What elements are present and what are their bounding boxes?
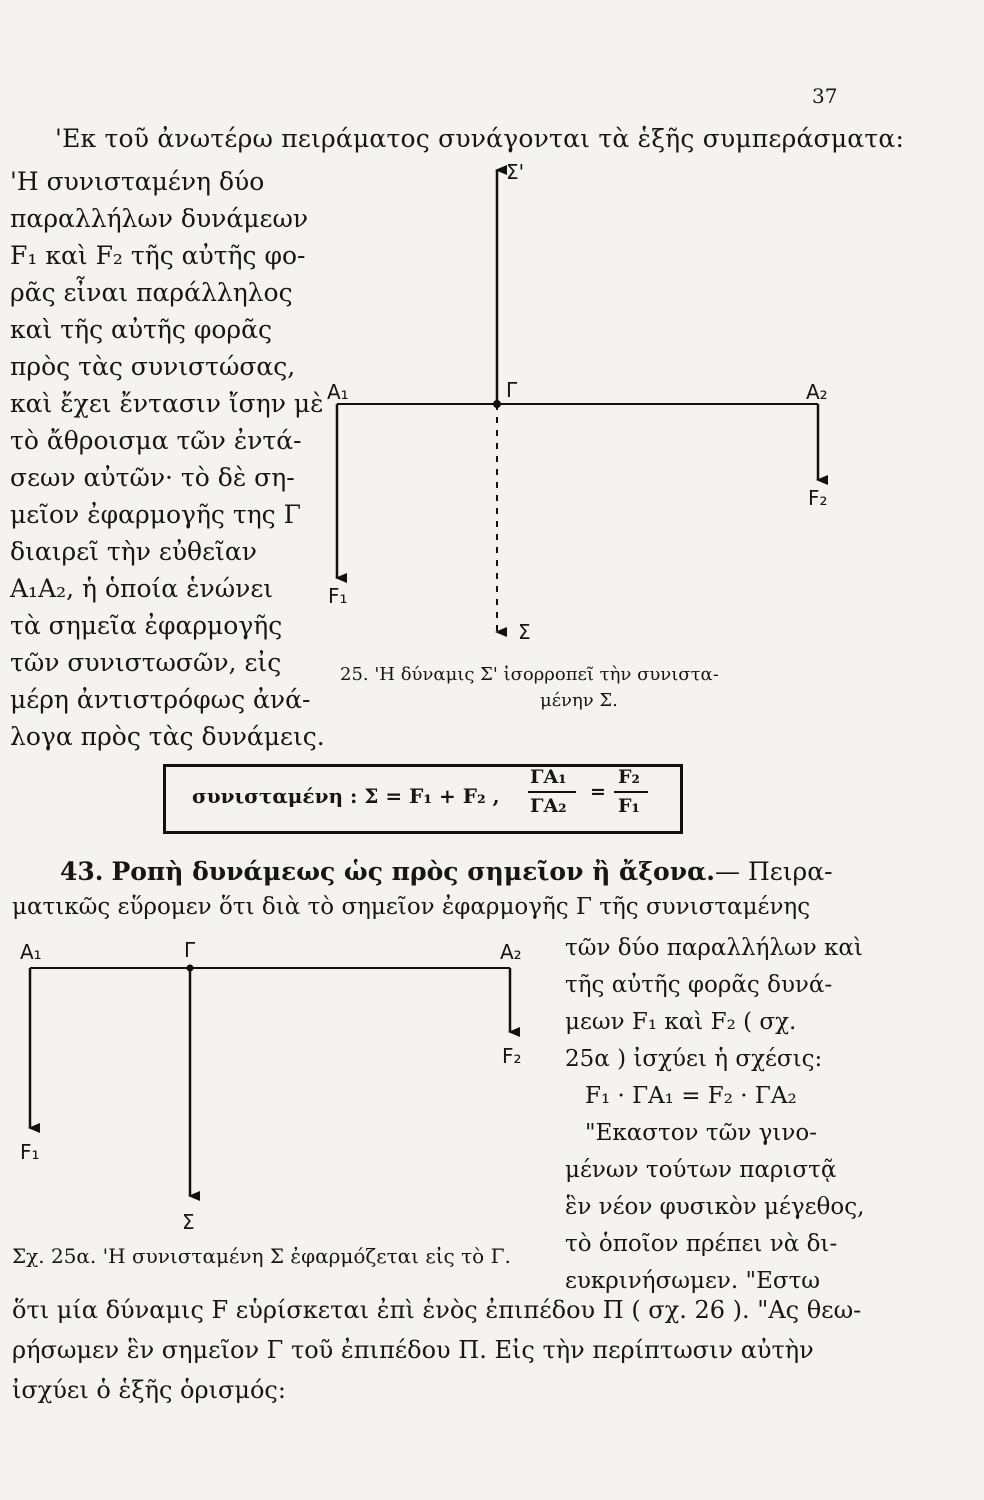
text-line: τῆς αὐτῆς φορᾶς δυνά- — [565, 972, 833, 998]
text-line: "Εκαστον τῶν γινο- — [585, 1120, 817, 1146]
label-sigma-prime: Σ' — [506, 160, 525, 184]
label-f1-25a: F₁ — [20, 1140, 40, 1164]
text-line: 25α ) ἰσχύει ἡ σχέσις: — [565, 1046, 823, 1072]
text-line: καὶ τῆς αὐτῆς φορᾶς — [10, 315, 272, 344]
text-line: μένων τούτων παριστᾷ — [565, 1157, 837, 1183]
bottom-paragraph — [12, 1290, 872, 1410]
label-sigma: Σ — [518, 620, 531, 644]
text-line: τὰ σημεῖα ἐφαρμογῆς — [10, 611, 283, 640]
fraction-1-numerator: ΓΑ₁ — [530, 766, 567, 788]
section-43-heading — [60, 857, 833, 886]
fraction-1-denominator: ΓΑ₂ — [530, 795, 567, 817]
section-43-line-1: ματικῶς εὕρομεν ὅτι διὰ τὸ σημεῖον ἐφαρμογῆς Γ τῆς συνισταμένης — [12, 894, 811, 920]
section-number: 43. — [60, 857, 104, 886]
fraction-2-numerator: F₂ — [618, 766, 640, 788]
text-line: τῶν συνιστωσῶν, εἰς — [10, 648, 282, 677]
text-line: λογα πρὸς τὰς δυνάμεις. — [10, 722, 325, 751]
text-line: A₁A₂, ἡ ὁποία ἑνώνει — [10, 574, 274, 603]
figure-25a-caption: Σχ. 25α. 'Η συνισταμένη Σ ἐφαρμόζεται εἰς τὸ Γ. — [12, 1244, 511, 1268]
label-a2: A₂ — [806, 380, 828, 404]
section-title: Ροπὴ δυνάμεως ὡς πρὸς σημεῖον ἢ ἄξονα. — [111, 857, 716, 886]
caption-line: μένην Σ. — [540, 690, 618, 711]
text-line: διαιρεῖ τὴν εὐθεῖαν — [10, 537, 257, 566]
label-f2: F₂ — [808, 486, 828, 510]
label-a1: A₁ — [327, 380, 349, 404]
text-line: ἰσχύει ὁ ἑξῆς ὁρισμός: — [12, 1376, 286, 1404]
text-line: τὸ ἄθροισμα τῶν ἐντά- — [10, 426, 302, 455]
text-line: μεῖον ἐφαρμογῆς της Γ — [10, 500, 301, 529]
formula-lead: συνισταμένη : Σ = F₁ + F₂ , — [192, 784, 500, 808]
text-line: μεων F₁ καὶ F₂ ( σχ. — [565, 1009, 797, 1035]
label-a1-25a: A₁ — [20, 940, 42, 964]
text-line: καὶ ἔχει ἔντασιν ἴσην μὲ — [10, 389, 324, 418]
label-f1: F₁ — [328, 584, 348, 608]
text-line: F₁ · ΓΑ₁ = F₂ · ΓΑ₂ — [585, 1083, 797, 1109]
fraction-2-denominator: F₁ — [618, 795, 640, 817]
text-line: ρᾶς εἶναι παράλληλος — [10, 278, 293, 307]
intro-sentence: 'Εκ τοῦ ἀνωτέρω πειράματος συνάγονται τὰ ἑξῆς συμπεράσματα: — [55, 124, 905, 153]
text-line: 'Η συνισταμένη δύο — [10, 167, 265, 196]
label-f2-25a: F₂ — [502, 1044, 522, 1068]
text-line: σεων αὐτῶν· τὸ δὲ ση- — [10, 463, 295, 492]
page-number: 37 — [812, 84, 838, 108]
text-line: ρήσωμεν ἓν σημεῖον Γ τοῦ ἐπιπέδου Π. Εἰς τὴν περίπτωσιν αὐτὴν — [12, 1336, 814, 1364]
text-line: παραλλήλων δυνάμεων — [10, 204, 309, 233]
point-gamma-25a — [187, 965, 194, 972]
section-dash-text: — Πειρα- — [715, 857, 833, 886]
text-line: τῶν δύο παραλλήλων καὶ — [565, 935, 863, 961]
text-line: μέρη ἀντιστρόφως ἀνά- — [10, 685, 311, 714]
caption-line: 25. 'Η δύναμις Σ' ἰσορροπεῖ τὴν συνιστα- — [340, 664, 719, 685]
label-sigma-25a: Σ — [182, 1210, 195, 1234]
text-line: ἓν νέον φυσικὸν μέγεθος, — [565, 1194, 865, 1220]
label-gamma-25a: Γ — [184, 938, 196, 962]
text-line: τὸ ὁποῖον πρέπει νὰ δι- — [565, 1231, 838, 1257]
figure-25-caption — [340, 662, 719, 714]
point-gamma — [493, 400, 501, 408]
right-column-text — [565, 930, 865, 1300]
text-line: πρὸς τὰς συνιστώσας, — [10, 352, 296, 381]
label-a2-25a: A₂ — [500, 940, 522, 964]
formula-equals: = — [590, 781, 606, 803]
label-gamma: Γ — [506, 378, 518, 402]
text-line: F₁ καὶ F₂ τῆς αὐτῆς φο- — [10, 241, 306, 270]
text-line: ὅτι μία δύναμις F εὑρίσκεται ἐπὶ ἑνὸς ἐπιπέδου Π ( σχ. 26 ). "Ας θεω- — [12, 1296, 862, 1324]
text-line: ευκρινήσωμεν. "Εστω — [565, 1268, 821, 1294]
